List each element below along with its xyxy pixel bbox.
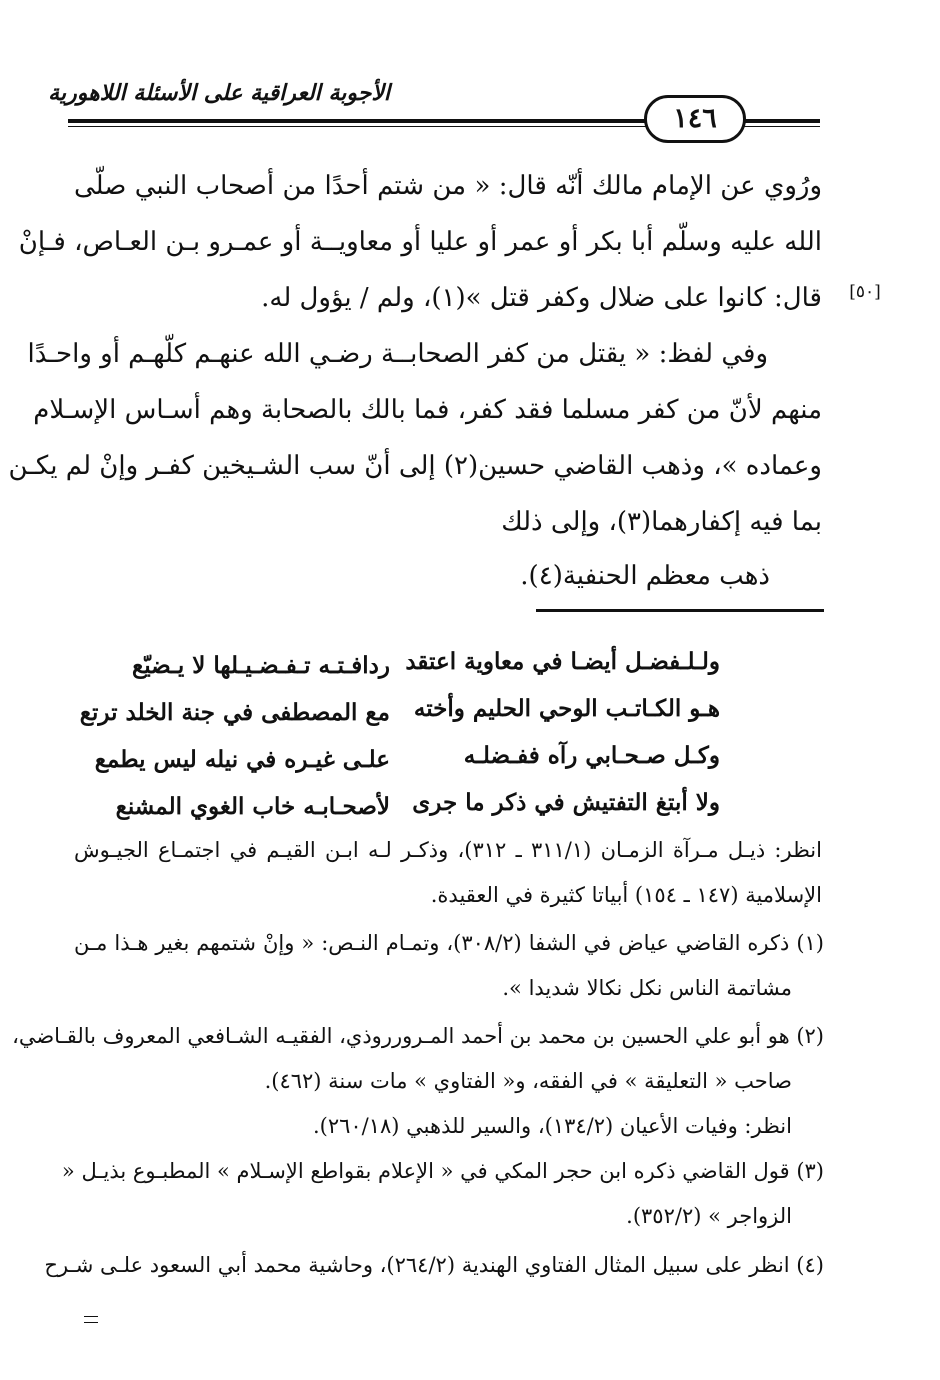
footnote-2-line: انظر: وفيات الأعيان (١٣٤/٢)، والسير للذهبي (٢٦٠/١٨). bbox=[312, 1114, 792, 1138]
poem-hemistich-second: علـى غيـره في نيله ليس يطمع bbox=[94, 746, 390, 773]
poem-hemistich-first: وكـل صـحـابي رآه ففـضلـه bbox=[463, 742, 720, 769]
footnote-4-line: (٤) انظر على سبيل المثال الفتاوي الهندية (٢٦٤/٢)، وحاشية محمد أبي السعود علـى شـرح bbox=[44, 1253, 824, 1277]
page-number: ١٤٦ bbox=[644, 95, 746, 143]
body-line: الله عليه وسلّم أبا بكر أو عمر أو عليا أو معاويــة أو عمـرو بـن العـاص، فـإنْ bbox=[18, 227, 822, 257]
running-title: الأجوبة العراقية على الأسئلة اللاهورية bbox=[48, 80, 390, 106]
poem-hemistich-first: هـو الكـاتـب الوحي الحليم وأخته bbox=[413, 695, 720, 722]
poem-hemistich-first: ولـلـفضـل أيضـا في معاوية اعتقد bbox=[405, 648, 720, 675]
footnote-3-line: الزواجر » (٣٥٢/٢). bbox=[626, 1204, 792, 1228]
body-line: منهم لأنّ من كفر مسلما فقد كفر، فما بالك بالصحابة وهم أسـاس الإسـلام bbox=[33, 395, 822, 425]
footnote-divider bbox=[536, 609, 824, 612]
poem-hemistich-first: ولا أبتغ التفتيش في ذكر ما جرى bbox=[412, 789, 720, 816]
margin-page-ref: [٥٠] bbox=[849, 282, 881, 302]
poem-source-line: انظر: ذيـل مـرآة الزمـان (٣١١/١ ـ ٣١٢)، وذكـر لـه ابـن القيـم في اجتمـاع الجيـوش bbox=[74, 838, 822, 862]
footnote-1-line: (١) ذكره القاضي عياض في الشفا (٣٠٨/٢)، وتمـام النـص: « وإنْ شتمهم بغير هـذا مـن bbox=[74, 931, 824, 955]
footnote-1-line: مشاتمة الناس نكل نكالا شديدا ». bbox=[502, 976, 792, 1000]
footnote-3-line: (٣) قول القاضي ذكره ابن حجر المكي في « الإعلام بقواطع الإسـلام » المطبـوع بذيـل « bbox=[61, 1159, 824, 1183]
body-line: بما فيه إكفارهما(٣)، وإلى ذلك bbox=[501, 507, 822, 537]
body-line: ذهب معظم الحنفية(٤). bbox=[520, 561, 770, 591]
body-line: وفي لفظ: « يقتل من كفر الصحابــة رضـي الله عنهـم كلّهـم أو واحـدًا bbox=[27, 339, 768, 369]
body-line: وعماده »، وذهب القاضي حسين(٢) إلى أنّ سب الشـيخين كفـر وإنْ لم يكـن bbox=[8, 451, 822, 481]
poem-hemistich-second: ردافـتـه تـفـضـيـلها لا يـضيّع bbox=[132, 652, 390, 679]
body-line: ورُوي عن الإمام مالك أنّه قال: « من شتم أحدًا من أصحاب النبي صلّى bbox=[74, 171, 822, 201]
poem-source-line: الإسلامية (١٤٧ ـ ١٥٤) أبياتا كثيرة في العقيدة. bbox=[430, 883, 822, 907]
poem-hemistich-second: مع المصطفى في جنة الخلد ترتع bbox=[79, 699, 390, 726]
poem-hemistich-second: لأصحـابـه خاب الغوي المشنع bbox=[115, 793, 390, 820]
footnote-2-line: (٢) هو أبو علي الحسين بن محمد بن أحمد المـرورروذي، الفقيـه الشـافعي المعروف بالقـاضي، bbox=[12, 1024, 824, 1048]
footnote-2-line: صاحب « التعليقة » في الفقه، و« الفتاوي » مات سنة (٤٦٢). bbox=[264, 1069, 792, 1093]
continuation-mark bbox=[84, 1316, 98, 1323]
body-line: قال: كانوا على ضلال وكفر قتل »(١)، ولم / يؤول له. bbox=[261, 283, 822, 313]
